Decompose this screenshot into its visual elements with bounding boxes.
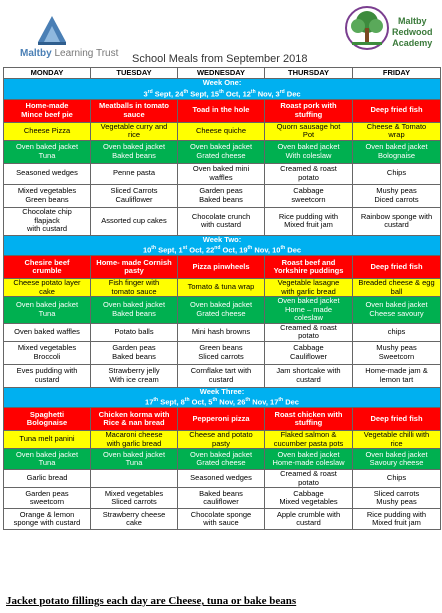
meal-cell: Oven baked jacket Tuna bbox=[4, 449, 91, 470]
meal-cell: Pizza pinwheels bbox=[178, 256, 265, 279]
meal-cell: Home-made jam & lemon tart bbox=[353, 364, 441, 387]
meal-cell: Oven baked jacket Baked beans bbox=[91, 140, 178, 163]
date-month: Oct, bbox=[187, 245, 206, 255]
tree-emblem-icon bbox=[344, 4, 390, 62]
meal-cell: Green beans Sliced carrots bbox=[178, 341, 265, 364]
date-suffix: st bbox=[182, 245, 188, 251]
date-month: Sept, bbox=[152, 89, 176, 98]
academy-name: Maltby Redwood Academy bbox=[392, 16, 433, 48]
meal-cell: Vegetable chilli with rice bbox=[353, 431, 441, 449]
date-month: Oct, bbox=[189, 397, 209, 407]
meal-cell: Cheese and potato pasty bbox=[178, 431, 265, 449]
meal-row bbox=[4, 323, 441, 341]
meal-cell: Chocolate sponge with sauce bbox=[178, 509, 265, 530]
date-day: 3 bbox=[275, 89, 280, 98]
date-month: Nov, bbox=[250, 397, 271, 407]
day-header: FRIDAY bbox=[353, 68, 441, 79]
date-day: 24 bbox=[175, 89, 184, 98]
meal-cell: Cornflake tart with custard bbox=[178, 364, 265, 387]
meal-cell: Chicken korma with Rice & nan bread bbox=[91, 408, 178, 431]
meal-cell: Cheese potato layer cake bbox=[4, 279, 91, 297]
date-month: Sept, bbox=[156, 245, 179, 255]
day-header: THURSDAY bbox=[265, 68, 353, 79]
meal-cell: Oven baked waffles bbox=[4, 323, 91, 341]
meal-cell: Deep fried fish bbox=[353, 256, 441, 279]
meal-cell: Tomato & tuna wrap bbox=[178, 279, 265, 297]
meal-cell: Tuna melt panini bbox=[4, 431, 91, 449]
meal-cell: Sliced Carrots Cauliflower bbox=[91, 184, 178, 207]
date-day: 22 bbox=[205, 245, 215, 255]
meal-cell: Apple crumble with custard bbox=[265, 509, 353, 530]
week-header-row bbox=[4, 79, 441, 100]
meal-cell: Seasoned wedges bbox=[178, 470, 265, 488]
date-suffix: th bbox=[212, 397, 218, 403]
meal-cell: Home-made Mince beef pie bbox=[4, 99, 91, 122]
meal-cell: Orange & lemon sponge with custard bbox=[4, 509, 91, 530]
meal-cell: Mixed vegetables Sliced carrots bbox=[91, 488, 178, 509]
meal-cell bbox=[91, 470, 178, 488]
meal-cell: Oven baked jacket Baked beans bbox=[91, 297, 178, 324]
page-title: School Meals from September 2018 bbox=[132, 53, 308, 65]
week-dates bbox=[5, 396, 439, 407]
meal-cell: Rice pudding with Mixed fruit jam bbox=[353, 509, 441, 530]
meal-cell: Strawberry jelly With ice cream bbox=[91, 364, 178, 387]
meal-cell: Garden peas sweetcorn bbox=[4, 488, 91, 509]
meal-cell: Vegetable lasagne with garlic bread bbox=[265, 279, 353, 297]
meal-row bbox=[4, 140, 441, 163]
day-header: MONDAY bbox=[4, 68, 91, 79]
meal-cell: Strawberry cheese cake bbox=[91, 509, 178, 530]
week-dates bbox=[5, 88, 439, 99]
meal-cell: Home- made Cornish pasty bbox=[91, 256, 178, 279]
meal-row bbox=[4, 163, 441, 184]
meal-cell: Penne pasta bbox=[91, 163, 178, 184]
meal-cell: Deep fried fish bbox=[353, 408, 441, 431]
meal-row bbox=[4, 449, 441, 470]
date-day: 17 bbox=[145, 397, 154, 407]
meal-cell: Oven baked mini waffles bbox=[178, 163, 265, 184]
meal-cell: Creamed & roast potato bbox=[265, 323, 353, 341]
meal-cell: Flaked salmon & cucumber pasta pots bbox=[265, 431, 353, 449]
meal-cell: Cheese Pizza bbox=[4, 122, 91, 140]
date-month: Nov, bbox=[255, 89, 276, 98]
meal-row bbox=[4, 431, 441, 449]
meal-cell: Assorted cup cakes bbox=[91, 207, 178, 235]
meal-cell: Fish finger with tomato sauce bbox=[91, 279, 178, 297]
date-suffix: rd bbox=[279, 88, 285, 95]
meal-cell: Mini hash browns bbox=[178, 323, 265, 341]
trust-name: Maltby Learning Trust bbox=[20, 48, 119, 59]
meal-row bbox=[4, 122, 441, 140]
date-day: 1 bbox=[178, 245, 183, 255]
meal-cell: Rainbow sponge with custard bbox=[353, 207, 441, 235]
meal-cell: Cabbage Cauliflower bbox=[265, 341, 353, 364]
footer-note: Jacket potato fillings each day are Cheese, tuna or bake beans bbox=[6, 595, 297, 607]
meal-cell: Cheese quiche bbox=[178, 122, 265, 140]
meal-cell: Roast beef and Yorkshire puddings bbox=[265, 256, 353, 279]
meal-row bbox=[4, 408, 441, 431]
meal-cell: Macaroni cheese with garlic bread bbox=[91, 431, 178, 449]
meal-cell: Oven baked jacket Home – made coleslaw bbox=[265, 297, 353, 324]
date-suffix: rd bbox=[147, 88, 153, 95]
meal-row bbox=[4, 99, 441, 122]
week-title: Week One: bbox=[202, 78, 242, 87]
meal-cell: Cabbage sweetcorn bbox=[265, 184, 353, 207]
meal-cell: Chips bbox=[353, 163, 441, 184]
meal-cell: Oven baked jacket Tuna bbox=[4, 297, 91, 324]
meal-cell: Baked beans cauliflower bbox=[178, 488, 265, 509]
date-suffix: th bbox=[151, 245, 157, 251]
meal-cell: Oven baked jacket Grated cheese bbox=[178, 297, 265, 324]
meal-cell: Oven baked jacket Home-made coleslaw bbox=[265, 449, 353, 470]
meal-cell: Garden peas Baked beans bbox=[178, 184, 265, 207]
date-day: 10 bbox=[142, 245, 152, 255]
date-month: Nov, bbox=[217, 397, 238, 407]
date-day: 8 bbox=[180, 397, 185, 407]
meal-cell: Spaghetti Bolognaise bbox=[4, 408, 91, 431]
date-day: 5 bbox=[208, 397, 213, 407]
meal-cell: Mixed vegetables Green beans bbox=[4, 184, 91, 207]
meal-cell: Chocolate crunch with custard bbox=[178, 207, 265, 235]
meal-cell: Mixed vegetables Broccoli bbox=[4, 341, 91, 364]
date-day: 15 bbox=[210, 89, 220, 98]
date-day: 12 bbox=[242, 89, 251, 98]
date-day: 19 bbox=[239, 245, 248, 255]
meal-cell: Meatballs in tomato sauce bbox=[91, 99, 178, 122]
date-suffix: th bbox=[280, 245, 286, 251]
meal-cell: Oven baked jacket Bolognaise bbox=[353, 140, 441, 163]
meal-cell: Vegetable curry and rice bbox=[91, 122, 178, 140]
week-header bbox=[4, 387, 441, 408]
date-month: Oct, bbox=[223, 89, 243, 98]
date-month: Sept, bbox=[158, 397, 181, 407]
meal-cell: Oven baked jacket Tuna bbox=[91, 449, 178, 470]
meal-row bbox=[4, 470, 441, 488]
date-suffix: th bbox=[153, 397, 159, 403]
date-month: Dec bbox=[283, 397, 299, 407]
meal-cell: Eves pudding with custard bbox=[4, 364, 91, 387]
meal-cell: Creamed & roast potato bbox=[265, 470, 353, 488]
date-day: 26 bbox=[237, 397, 246, 407]
meal-cell: chips bbox=[353, 323, 441, 341]
meal-cell: Chocolate chip flapjack with custard bbox=[4, 207, 91, 235]
date-month: Nov, bbox=[252, 245, 273, 255]
meal-cell: Oven baked jacket Savoury cheese bbox=[353, 449, 441, 470]
meal-row bbox=[4, 184, 441, 207]
menu-table bbox=[3, 67, 441, 530]
date-day: 3 bbox=[143, 89, 148, 98]
meal-cell: Oven baked jacket Grated cheese bbox=[178, 140, 265, 163]
meal-cell: Chips bbox=[353, 470, 441, 488]
meal-cell: Garlic bread bbox=[4, 470, 91, 488]
meal-row bbox=[4, 364, 441, 387]
date-suffix: nd bbox=[214, 245, 221, 251]
date-month: Oct, bbox=[220, 245, 240, 255]
week-header bbox=[4, 79, 441, 100]
date-month: Dec bbox=[284, 89, 301, 98]
meal-cell: Mushy peas Sweetcorn bbox=[353, 341, 441, 364]
meal-row bbox=[4, 341, 441, 364]
week-header bbox=[4, 235, 441, 256]
meal-cell: Rice pudding with Mixed fruit jam bbox=[265, 207, 353, 235]
date-month: Sept, bbox=[188, 89, 211, 98]
academy-logo bbox=[344, 4, 440, 64]
meal-cell: Jam shortcake with custard bbox=[265, 364, 353, 387]
meal-row bbox=[4, 509, 441, 530]
week-dates bbox=[5, 244, 439, 255]
date-day: 17 bbox=[270, 397, 279, 407]
page-header bbox=[0, 0, 442, 72]
day-header: WEDNESDAY bbox=[178, 68, 265, 79]
meal-cell: Creamed & roast potato bbox=[265, 163, 353, 184]
meal-cell: Oven baked jacket With coleslaw bbox=[265, 140, 353, 163]
date-suffix: th bbox=[219, 88, 224, 95]
date-month: Dec bbox=[285, 245, 302, 255]
meal-cell: Garden peas Baked beans bbox=[91, 341, 178, 364]
meal-cell: Toad in the hole bbox=[178, 99, 265, 122]
meal-cell: Cheese & Tomato wrap bbox=[353, 122, 441, 140]
date-suffix: th bbox=[278, 397, 284, 403]
meal-cell: Quorn sausage hot Pot bbox=[265, 122, 353, 140]
meal-cell: Breaded cheese & egg ball bbox=[353, 279, 441, 297]
week-header-row bbox=[4, 387, 441, 408]
meal-cell: Roast pork with stuffing bbox=[265, 99, 353, 122]
meal-cell: Oven baked jacket Cheese savoury bbox=[353, 297, 441, 324]
day-header: TUESDAY bbox=[91, 68, 178, 79]
date-suffix: th bbox=[245, 397, 251, 403]
date-suffix: th bbox=[250, 88, 256, 95]
meal-cell: Cabbage Mixed vegetables bbox=[265, 488, 353, 509]
week-title: Week Three: bbox=[199, 387, 245, 396]
meal-cell: Roast chicken with stuffing bbox=[265, 408, 353, 431]
meal-row bbox=[4, 207, 441, 235]
meal-cell: Sliced carrots Mushy peas bbox=[353, 488, 441, 509]
meal-row bbox=[4, 297, 441, 324]
day-header-row bbox=[4, 68, 441, 79]
week-header-row bbox=[4, 235, 441, 256]
meal-cell: Chesire beef crumble bbox=[4, 256, 91, 279]
date-suffix: th bbox=[184, 397, 190, 403]
meal-cell: Deep fried fish bbox=[353, 99, 441, 122]
date-day: 10 bbox=[272, 245, 281, 255]
meal-cell: Pepperoni pizza bbox=[178, 408, 265, 431]
trust-emblem-icon bbox=[34, 12, 70, 48]
meal-cell: Seasoned wedges bbox=[4, 163, 91, 184]
meal-row bbox=[4, 279, 441, 297]
meal-row bbox=[4, 256, 441, 279]
date-suffix: th bbox=[183, 88, 189, 95]
meal-cell: Oven baked jacket Grated cheese bbox=[178, 449, 265, 470]
week-title: Week Two: bbox=[202, 235, 242, 244]
meal-row bbox=[4, 488, 441, 509]
meal-cell: Mushy peas Diced carrots bbox=[353, 184, 441, 207]
meal-cell: Oven baked jacket Tuna bbox=[4, 140, 91, 163]
meal-cell: Potato balls bbox=[91, 323, 178, 341]
date-suffix: th bbox=[247, 245, 253, 251]
